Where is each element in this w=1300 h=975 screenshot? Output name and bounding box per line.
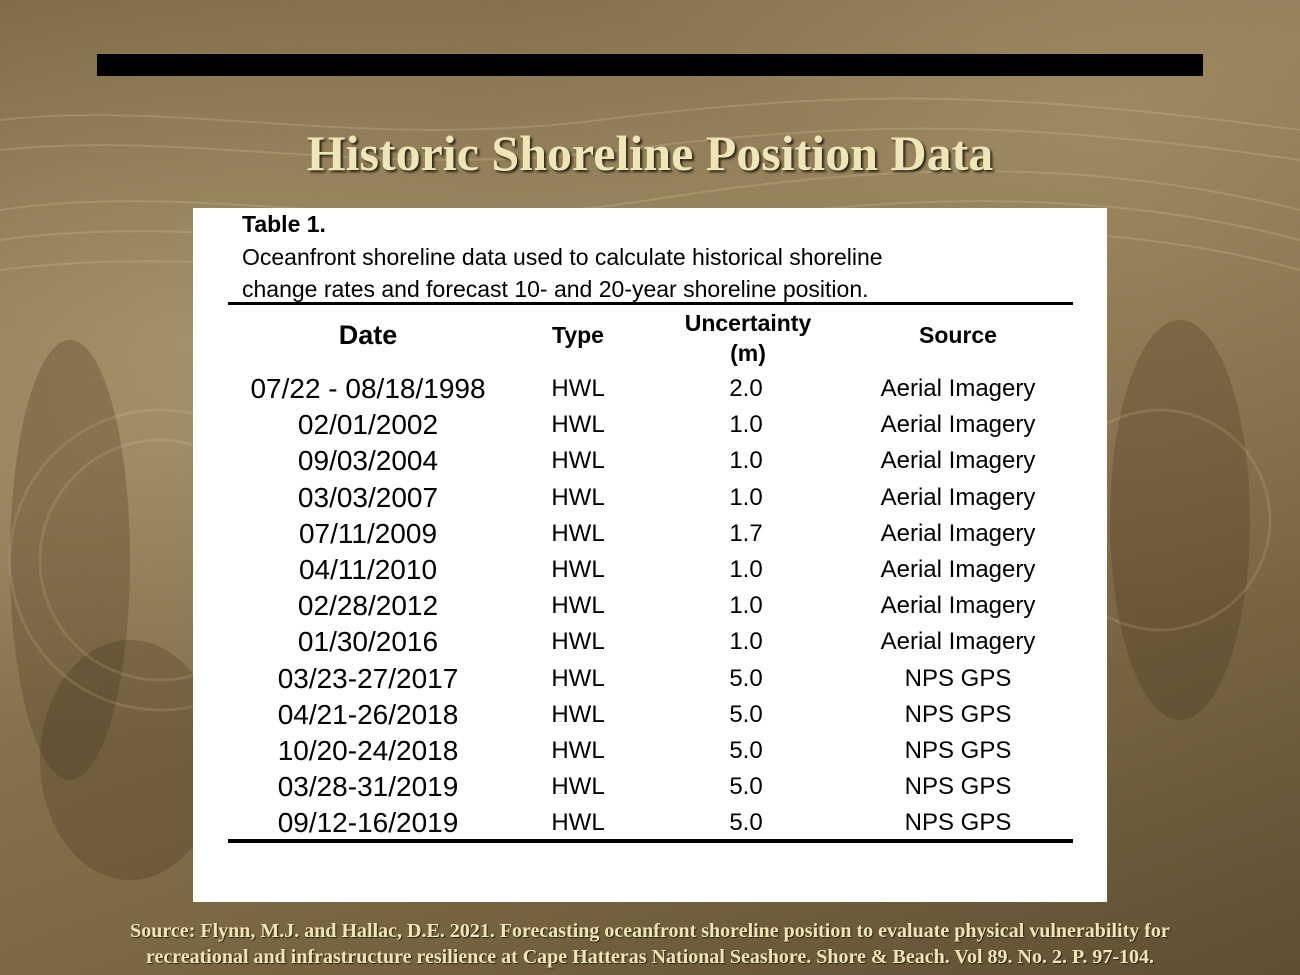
cell-type: HWL (551, 628, 605, 656)
cell-uncertainty: 5.0 (729, 664, 763, 692)
cell-type: HWL (551, 809, 605, 837)
cell-date: 09/03/2004 (297, 445, 439, 477)
cell-uncertainty: 5.0 (729, 773, 763, 801)
table-row (193, 697, 1107, 733)
table-top-rule (228, 302, 1073, 305)
cell-source: Aerial Imagery (880, 556, 1036, 583)
cell-source: NPS GPS (904, 773, 1012, 801)
table-caption-line: change rates and forecast 10- and 20-year shoreline position. (242, 276, 869, 302)
cell-uncertainty: 5.0 (729, 809, 763, 837)
cell-source: NPS GPS (904, 809, 1012, 837)
source-citation-line: Source: Flynn, M.J. and Hallac, D.E. 2021. Forecasting oceanfront shoreline position to evaluate physical vulnerability for (130, 920, 1170, 942)
cell-uncertainty: 1.7 (729, 519, 763, 547)
table-caption (242, 241, 1062, 305)
table-row (193, 733, 1107, 769)
cell-source: NPS GPS (904, 664, 1012, 692)
table-row (193, 624, 1107, 660)
cell-uncertainty: 5.0 (729, 737, 763, 764)
table-panel (193, 208, 1107, 902)
table-row (193, 588, 1107, 624)
header-uncertainty-unit: (m) (730, 340, 766, 366)
cell-date: 03/03/2007 (297, 481, 439, 513)
cell-date: 03/23-27/2017 (277, 662, 459, 694)
header-source: Source (919, 322, 997, 348)
cell-source: NPS GPS (904, 700, 1012, 728)
cell-uncertainty: 1.0 (729, 411, 763, 439)
cell-date: 04/11/2010 (298, 554, 438, 585)
cell-type: HWL (551, 737, 605, 764)
cell-date: 07/22 - 08/18/1998 (250, 373, 486, 404)
table-row (193, 805, 1107, 841)
cell-date: 02/01/2002 (297, 409, 439, 441)
cell-type: HWL (551, 411, 605, 439)
cell-uncertainty: 1.0 (729, 483, 763, 511)
cell-date: 02/28/2012 (297, 590, 439, 622)
cell-uncertainty: 1.0 (729, 447, 763, 475)
cell-type: HWL (551, 447, 605, 475)
cell-date: 10/20-24/2018 (277, 735, 459, 766)
cell-uncertainty: 1.0 (729, 628, 763, 656)
table-row (193, 661, 1107, 697)
cell-uncertainty: 1.0 (729, 556, 763, 583)
cell-source: Aerial Imagery (880, 628, 1036, 656)
table-row (193, 371, 1107, 407)
cell-uncertainty: 1.0 (729, 592, 763, 620)
cell-source: Aerial Imagery (880, 447, 1036, 475)
cell-type: HWL (551, 592, 605, 620)
table-row (193, 407, 1107, 443)
cell-type: HWL (551, 664, 605, 692)
header-uncertainty-label: Uncertainty (684, 310, 812, 336)
table-row (193, 769, 1107, 805)
header-uncertainty (648, 308, 848, 368)
cell-source: Aerial Imagery (880, 483, 1036, 511)
cell-date: 01/30/2016 (297, 626, 439, 658)
cell-type: HWL (551, 519, 605, 547)
cell-type: HWL (551, 700, 605, 728)
cell-source: Aerial Imagery (880, 375, 1036, 402)
header-date: Date (338, 320, 398, 350)
cell-uncertainty: 2.0 (729, 375, 763, 402)
table-caption-title: Table 1. (242, 211, 326, 237)
cell-type: HWL (551, 556, 605, 583)
cell-type: HWL (551, 773, 605, 801)
cell-date: 04/21-26/2018 (277, 698, 459, 730)
table-caption-line: Oceanfront shoreline data used to calculate historical shoreline (242, 244, 883, 270)
header-type: Type (552, 322, 604, 348)
table-row (193, 443, 1107, 479)
table-row (193, 516, 1107, 552)
top-bar (97, 54, 1203, 76)
cell-source: Aerial Imagery (880, 592, 1036, 620)
cell-source: NPS GPS (904, 737, 1012, 764)
cell-source: Aerial Imagery (880, 519, 1036, 547)
cell-type: HWL (551, 483, 605, 511)
table-bottom-rule (228, 839, 1073, 843)
table-row (193, 480, 1107, 516)
source-citation (10, 918, 1290, 970)
cell-date: 03/28-31/2019 (277, 771, 459, 803)
source-citation-line: recreational and infrastructure resilience at Cape Hatteras National Seashore. Shore & Beach. Vol 89. No. 2. P. 97-104. (145, 946, 1155, 968)
cell-source: Aerial Imagery (880, 411, 1036, 439)
cell-date: 07/11/2009 (298, 517, 438, 549)
cell-uncertainty: 5.0 (729, 700, 763, 728)
table-row (193, 552, 1107, 588)
cell-type: HWL (551, 375, 605, 402)
slide-title: Historic Shoreline Position Data (306, 125, 994, 181)
cell-date: 09/12-16/2019 (277, 807, 459, 839)
